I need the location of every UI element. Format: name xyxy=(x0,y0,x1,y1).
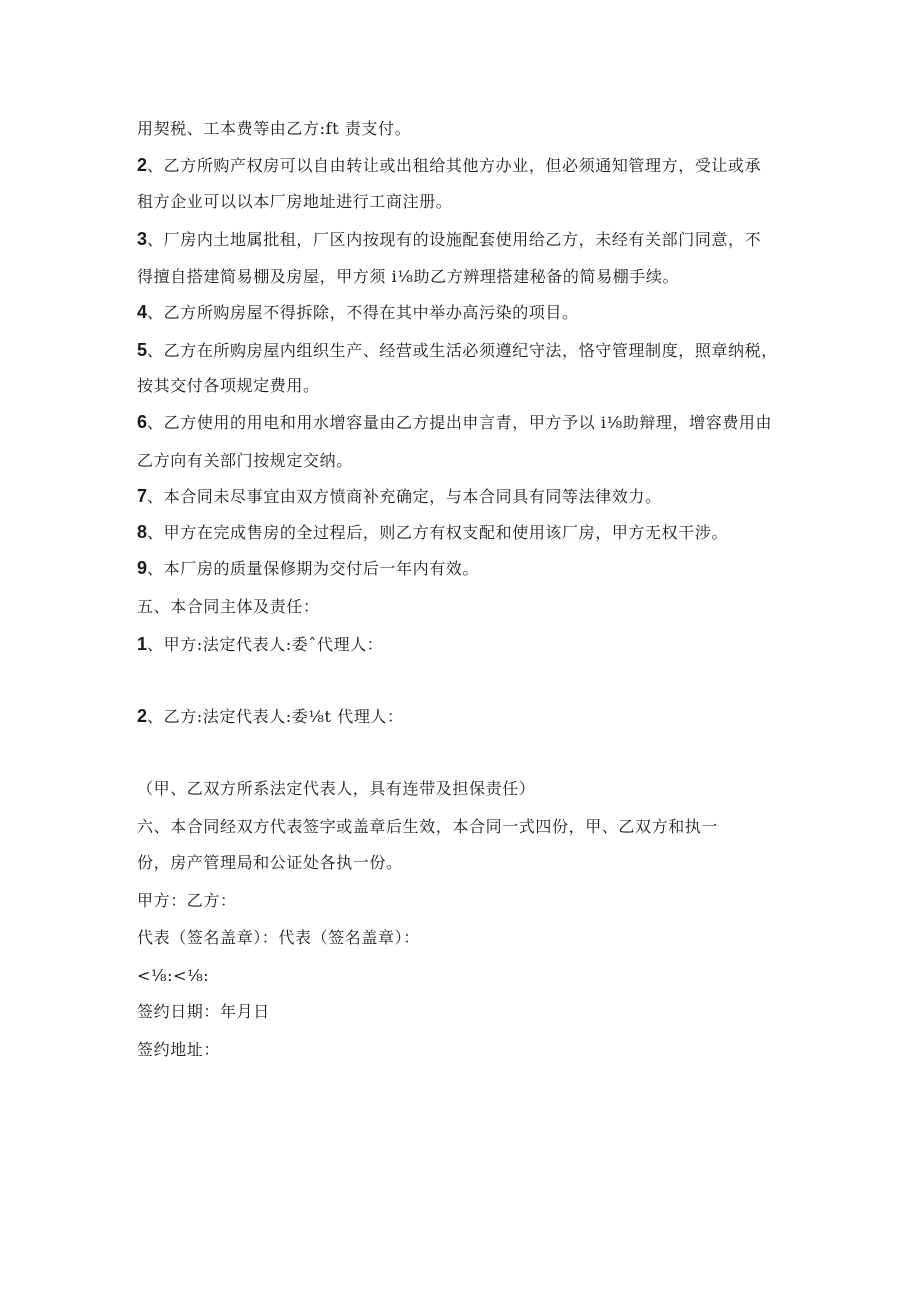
text-line xyxy=(137,340,778,361)
text-line xyxy=(137,302,579,323)
signature-line xyxy=(137,890,237,911)
line-text: 得擅自搭建简易棚及房屋，甲方须 i⅛助乙方辨理搭建秘备的简易棚手续。 xyxy=(137,267,680,286)
item-number: 4 xyxy=(137,302,148,322)
text-line xyxy=(137,522,728,543)
text-line xyxy=(137,266,679,287)
text-line xyxy=(137,486,662,507)
line-text: 、本厂房的质量保修期为交付后一年内有效。 xyxy=(147,559,480,578)
line-text: 、乙方所购房屋不得拆除，不得在其中举办高污染的项目。 xyxy=(147,303,579,322)
item-number: 6 xyxy=(137,412,148,432)
text-line xyxy=(137,558,479,579)
line-text: 代表（签名盖章）：代表（签名盖章）： xyxy=(137,928,420,947)
item-number: 2 xyxy=(137,706,148,726)
signature-line xyxy=(137,927,420,948)
signing-date xyxy=(137,1001,270,1022)
line-text: 用契税、工本费等由乙方:ft 责支付。 xyxy=(137,119,412,138)
line-text: 签约地址： xyxy=(137,1040,221,1059)
text-line xyxy=(137,155,761,176)
line-text: 、乙方使用的用电和用水增容量由乙方提出申言青，甲方予以 i⅛助辩理，增容费用由 xyxy=(147,413,773,432)
line-text: 份，房产管理局和公证处各执一份。 xyxy=(137,853,403,872)
text-line xyxy=(137,191,452,212)
signature-line xyxy=(137,965,209,986)
text-line xyxy=(137,375,320,396)
line-text: 、乙方所购产权房可以自由转让或出租给其他方办业，但必须通知管理方，受让或承 xyxy=(147,156,762,175)
line-text: 、乙方:法定代表人:委⅛t 代理人： xyxy=(147,707,404,726)
item-number: 2 xyxy=(137,155,148,175)
line-text: 、甲方:法定代表人:委ˆ代理人： xyxy=(147,635,384,654)
line-text: 五、本合同主体及责任： xyxy=(137,597,320,616)
item-number: 8 xyxy=(137,522,148,542)
text-line xyxy=(137,852,403,873)
item-number: 7 xyxy=(137,486,148,506)
section-heading xyxy=(137,596,320,617)
text-line xyxy=(137,706,404,727)
text-line xyxy=(137,634,383,655)
line-text: 按其交付各项规定费用。 xyxy=(137,376,320,395)
section-heading xyxy=(137,816,718,837)
item-number: 5 xyxy=(137,340,148,360)
line-text: （甲、乙双方所系法定代表人，具有连带及担保责任） xyxy=(137,779,536,798)
item-number: 9 xyxy=(137,558,148,578)
line-text: 、乙方在所购房屋内组织生产、经营或生活必须遵纪守法，恪守管理制度，照章纳税， xyxy=(147,341,778,360)
item-number: 3 xyxy=(137,229,148,249)
text-line xyxy=(137,412,772,433)
text-line xyxy=(137,450,353,471)
line-text: 甲方：乙方： xyxy=(137,891,237,910)
line-text: <⅛:<⅛: xyxy=(137,966,210,985)
line-text: 乙方向有关部门按规定交纳。 xyxy=(137,451,353,470)
line-text: 六、本合同经双方代表签字或盖章后生效，本合同一式四份，甲、乙双方和执一 xyxy=(137,817,719,836)
line-text: 、甲方在完成售房的全过程后，则乙方有权支配和使用该厂房，甲方无权干涉。 xyxy=(147,523,729,542)
line-text: 租方企业可以以本厂房地址进行工商注册。 xyxy=(137,192,453,211)
text-line xyxy=(137,229,761,250)
line-text: 、厂房内土地属批租，厂区内按现有的设施配套使用给乙方，未经有关部门同意，不 xyxy=(147,230,762,249)
line-text: 签约日期：年月日 xyxy=(137,1002,270,1021)
signing-address xyxy=(137,1039,220,1060)
text-line xyxy=(137,118,411,139)
line-text: 、本合同未尽事宜由双方愤商补充确定，与本合同具有同等法律效力。 xyxy=(147,487,662,506)
text-line xyxy=(137,778,535,799)
item-number: 1 xyxy=(137,634,148,654)
